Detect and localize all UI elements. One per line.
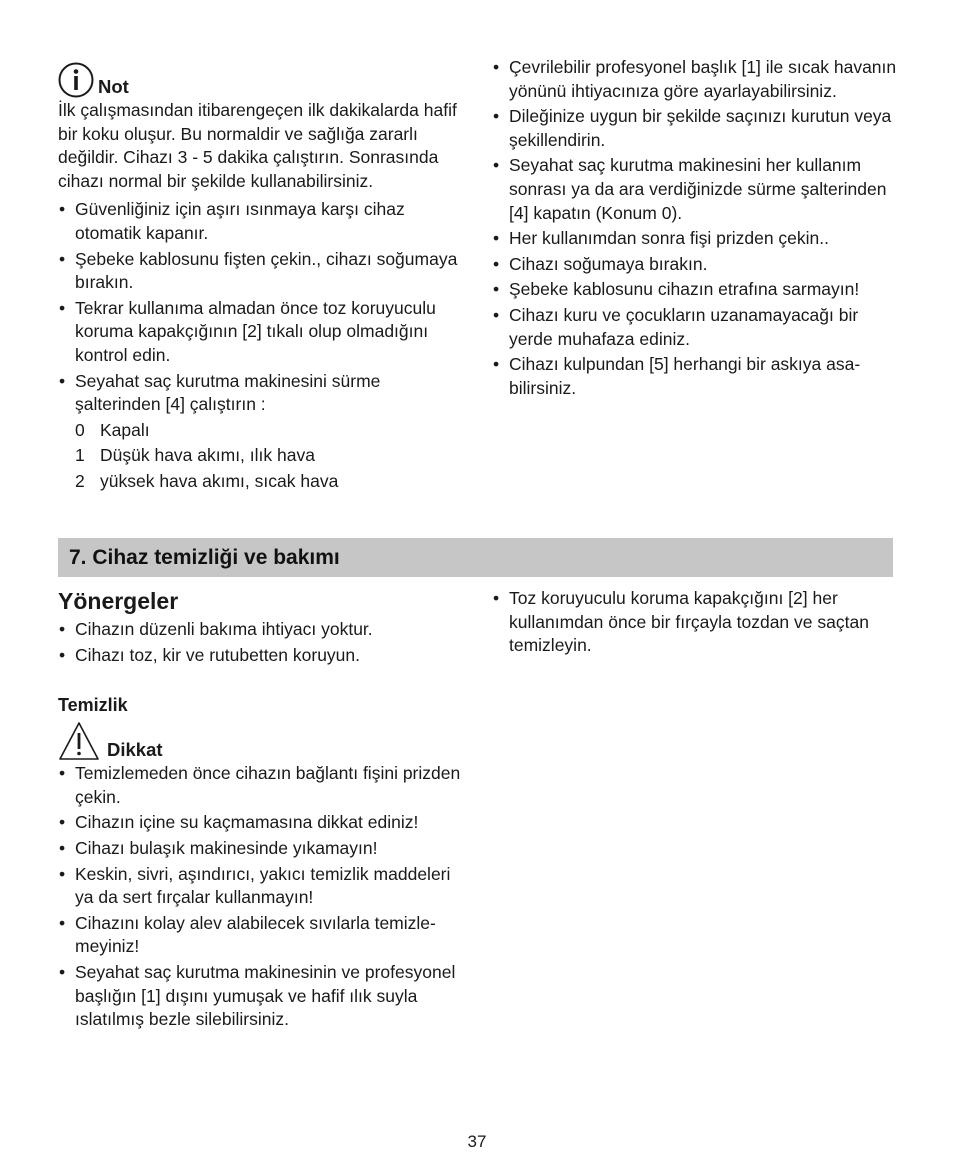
note-text: İlk çalışmasından itibarengeçen ilk dakikalarda hafif bir koku oluşur. Bu normaldir ve sağlığa zararlı değildir. Cihazı 3 - 5 dakika çalıştırın. Sonrasında cihazı normal bir şekilde kullanabilirsiniz. [58, 100, 457, 191]
list-item: • Her kullanımdan sonra fişi prizden çekin.. [492, 227, 902, 251]
list-item: • Toz koruyuculu koruma kapakçığını [2] her kullanımdan önce bir fırçayla tozdan ve saçtan temizleyin. [492, 587, 902, 658]
guidelines-title: Yönergeler [58, 588, 179, 614]
list-item: • Seyahat saç kurutma makinesini sürme şalterinden [4] çalıştırın : [58, 370, 463, 417]
warning-title: Dikkat [107, 739, 163, 761]
section-heading-bar [58, 538, 893, 577]
list-item: • Şebeke kablosunu cihazın etrafına sarmayın! [492, 278, 902, 302]
switch-level-number: 1 [75, 445, 85, 466]
note-heading [58, 60, 463, 98]
list-item: • Çevrilebilir profesyonel başlık [1] ile sıcak havanın yönünü ihtiyacınıza göre ayarlayabilirsiniz. [492, 56, 902, 103]
list-item: • Cihazın düzenli bakıma ihtiyacı yoktur. [58, 618, 463, 642]
list-item: • Tekrar kullanıma almadan önce toz koruyuculu koruma kapakçığının [2] tıkalı olup olmadığını kontrol edin. [58, 297, 463, 368]
list-item: • Dileğinize uygun bir şekilde saçınızı kurutun veya şekillendirin. [492, 105, 902, 152]
list-item: • Cihazın içine su kaçmamasına dikkat ediniz! [58, 811, 463, 835]
list-item: • Cihazı kuru ve çocukların uzanamayacağı bir yerde muhafaza ediniz. [492, 304, 902, 351]
note-title: Not [98, 76, 129, 97]
switch-level-number: 0 [75, 419, 85, 440]
switch-level-item [75, 444, 463, 468]
info-icon [58, 62, 94, 98]
left-top-bullet-list [58, 198, 463, 416]
switch-level-label: yüksek hava akımı, sıcak hava [100, 470, 339, 491]
switch-level-label: Düşük hava akımı, ılık hava [100, 445, 315, 466]
switch-levels-list [58, 419, 463, 494]
switch-level-item [75, 470, 463, 494]
left-bottom-column [58, 586, 463, 1034]
cleaning-list [58, 762, 463, 1032]
list-item: • Cihazı soğumaya bırakın. [492, 253, 902, 277]
right-top-bullet-list [492, 56, 902, 400]
list-item: • Cihazını kolay alev alabilecek sıvılarla temizlemeyiniz! [58, 912, 463, 959]
page-number: 37 [467, 1132, 487, 1151]
list-item: • Cihazı toz, kir ve rutubetten koruyun. [58, 644, 463, 668]
right-bottom-bullet-list [492, 587, 902, 658]
left-top-column [58, 60, 463, 496]
list-item: • Keskin, sivri, aşındırıcı, yakıcı temizlik maddeleri ya da sert fırçalar kullanmayın! [58, 863, 463, 910]
switch-level-number: 2 [75, 470, 85, 491]
right-bottom-column [492, 587, 902, 660]
list-item: • Güvenliğiniz için aşırı ısınmaya karşı cihaz otomatik kapanır. [58, 198, 463, 245]
guidelines-list [58, 618, 463, 667]
section-title: 7. Cihaz temizliği ve bakımı [69, 546, 340, 569]
list-item: • Temizlemeden önce cihazın bağlantı fişini prizden çekin. [58, 762, 463, 809]
cleaning-title: Temizlik [58, 695, 128, 716]
warning-triangle-icon [58, 721, 100, 761]
list-item: • Cihazı bulaşık makinesinde yıkamayın! [58, 837, 463, 861]
list-item: • Cihazı kulpundan [5] herhangi bir askıya asabilirsiniz. [492, 353, 902, 400]
list-item: • Seyahat saç kurutma makinesini her kullanım sonrası ya da ara verdiğinizde sürme şalterinden [4] kapatın (Konum 0). [492, 154, 902, 225]
list-item: • Seyahat saç kurutma makinesinin ve profesyonel başlığın [1] dışını yumuşak ve hafif ılık suyla ıslatılmış bezle silebilirsiniz. [58, 961, 463, 1032]
warning-heading [58, 719, 463, 761]
switch-level-item [75, 419, 463, 443]
switch-level-label: Kapalı [100, 419, 150, 440]
list-item: • Şebeke kablosunu fişten çekin., cihazı soğumaya bırakın. [58, 248, 463, 295]
right-top-column [492, 56, 902, 402]
